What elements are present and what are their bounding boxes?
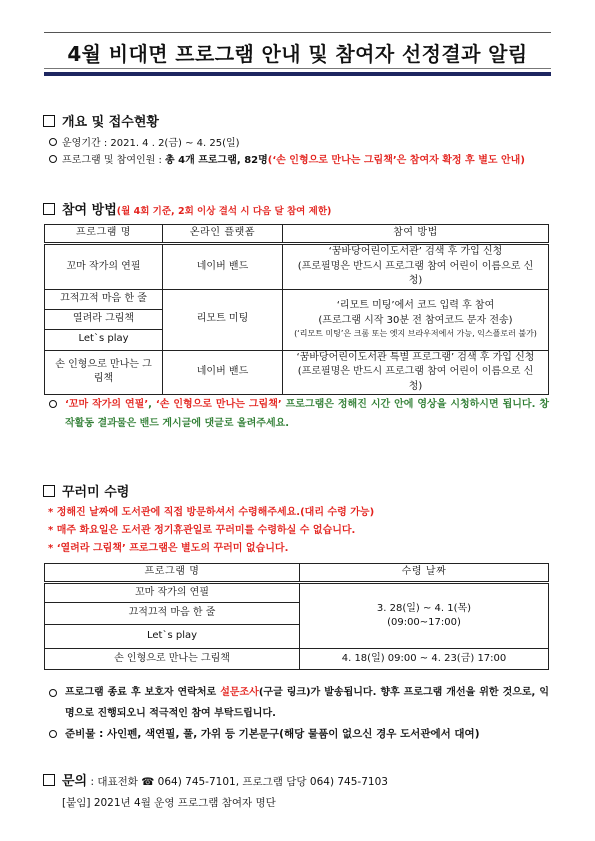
program-name-cell: Let`s play (45, 329, 163, 350)
notice-line: * 매주 화요일은 도서관 정기휴관일로 꾸러미를 수령하실 수 없습니다. (48, 525, 356, 536)
column-header-program: 프로그램 명 (45, 225, 163, 244)
participants-total: 총 4개 프로그램, 82명 (165, 155, 268, 166)
table-row (45, 649, 549, 670)
attachment-line: [붙임] 2021년 4월 운영 프로그램 참여자 명단 (62, 797, 276, 809)
survey-highlight: 설문조사 (220, 687, 259, 698)
platform-cell: 네이버 밴드 (163, 350, 283, 395)
method-cell (283, 350, 549, 395)
period-text: 운영기간 : 2021. 4 . 2(금) ~ 4. 25(일) (62, 138, 240, 149)
supplies-text: 준비물 : 사인펜, 색연필, 풀, 가위 등 기본문구(해당 물품이 없으신 경우 도서관에서 대여) (65, 728, 480, 740)
survey-text: (구글 링크)가 발송됩니다. 향후 프로그램 개선을 위한 것으로, 익명으로 진행되오니 적극적인 참여 부탁드립니다. (65, 687, 550, 719)
pickup-date-cell (300, 583, 549, 649)
survey-note (49, 682, 549, 724)
column-header-method: 참여 방법 (283, 225, 549, 244)
program-name-cell: Let`s play (45, 625, 300, 649)
pickup-time: (09:00~17:00) (387, 617, 461, 628)
platform-cell: 네이버 밴드 (163, 244, 283, 290)
circle-bullet-icon (49, 689, 57, 697)
method-line: ‘리모트 미팅’에서 코드 입력 후 참여 (336, 300, 495, 312)
note-program-highlight: ‘손 인형으로 만나는 그림책’ (155, 399, 282, 410)
checkbox-square-icon (43, 485, 55, 497)
participants-item (49, 154, 525, 168)
program-name-cell: 열려라 그림책 (45, 309, 163, 329)
survey-prefix: 프로그램 종료 후 보호자 연락처로 (65, 687, 221, 698)
pickup-date: 3. 28(일) ~ 4. 1(목) (376, 602, 472, 614)
table-row (45, 289, 549, 309)
method-subline: (프로필명은 반드시 프로그램 참여 어린이 이름으로 신청) (297, 260, 534, 286)
circle-bullet-icon (49, 730, 57, 738)
program-name-cell: 꼬마 작가의 연필 (45, 244, 163, 290)
circle-bullet-icon (49, 155, 57, 163)
supplies-note (49, 725, 549, 744)
video-note (49, 395, 549, 433)
note-text: 프로그램은 정해진 시간 안에 영상을 시청하시면 됩니다. 창작활동 결과물은 밴드 게시글에 댓글로 올려주세요. (65, 399, 549, 429)
method-subline: (프로필명은 반드시 프로그램 참여 어린이 이름으로 신청) (297, 366, 534, 392)
column-header-program: 프로그램 명 (45, 564, 300, 583)
program-name-cell: 끄적끄적 마음 한 줄 (45, 603, 300, 625)
note-separator: , (148, 399, 156, 410)
program-name-cell: 끄적끄적 마음 한 줄 (45, 289, 163, 309)
package-pickup-table (44, 563, 549, 670)
column-header-date: 수령 날짜 (300, 564, 549, 583)
method-line: ‘꿈바당어린이도서관 특별 프로그램’ 검색 후 가입 신청 (296, 351, 535, 363)
note-program-highlight: ‘꼬마 작가의 연필’ (65, 399, 149, 410)
contact-phone-text: : 대표전화 ☎ 064) 745-7101, 프로그램 담당 064) 745-7103 (87, 776, 388, 788)
participation-method-table (44, 224, 549, 395)
participants-note: (‘손 인형으로 만나는 그림책’은 참여자 확정 후 별도 안내) (267, 155, 525, 166)
participants-label: 프로그램 및 참여인원 : (62, 155, 166, 166)
checkbox-square-icon (43, 115, 55, 127)
program-name-cell: 꼬마 작가의 연필 (45, 583, 300, 603)
page-title: 4월 비대면 프로그램 안내 및 참여자 선정결과 알림 (67, 42, 528, 66)
section-heading-note: (월 4회 기준, 2회 이상 결석 시 다음 달 참여 제한) (116, 206, 332, 217)
section-participation-heading (43, 203, 331, 220)
section-title: 참여 방법 (62, 203, 117, 218)
section-overview-heading (43, 115, 159, 131)
checkbox-square-icon (43, 203, 55, 215)
table-header-row (45, 564, 549, 583)
section-title: 꾸러미 수령 (62, 485, 130, 500)
method-subline: (‘리모트 미팅’은 크롬 또는 엣지 브라우저에서 가능, 익스플로러 불가) (294, 329, 537, 339)
column-header-platform: 온라인 플랫폼 (163, 225, 283, 244)
period-item (49, 137, 240, 151)
program-name-cell: 손 인형으로 만나는 그림책 (45, 649, 300, 670)
method-cell (283, 244, 549, 290)
table-header-row (45, 225, 549, 244)
notice-line: * 정해진 날짜에 도서관에 직접 방문하셔서 수령해주세요.(대리 수령 가능) (48, 507, 375, 518)
table-row (45, 244, 549, 290)
checkbox-square-icon (43, 774, 55, 786)
contact-line (43, 772, 388, 790)
method-cell (283, 289, 549, 350)
platform-cell: 리모트 미팅 (163, 289, 283, 350)
table-row (45, 583, 549, 603)
section-package-heading (43, 485, 129, 501)
title-box (44, 32, 551, 76)
program-name-cell: 손 인형으로 만나는 그림책 (45, 350, 163, 395)
circle-bullet-icon (49, 400, 57, 408)
method-subline: (프로그램 시작 30분 전 참여코드 문자 전송) (318, 314, 513, 326)
table-row (45, 350, 549, 395)
circle-bullet-icon (49, 138, 57, 146)
contact-heading: 문의 (62, 774, 88, 789)
section-title: 개요 및 접수현황 (62, 115, 159, 130)
pickup-date-cell: 4. 18(일) 09:00 ~ 4. 23(금) 17:00 (300, 649, 549, 670)
notice-line: * ‘열려라 그림책’ 프로그램은 별도의 꾸러미 없습니다. (48, 543, 289, 554)
package-notices (48, 504, 374, 558)
method-line: ‘꿈바당어린이도서관’ 검색 후 가입 신청 (328, 246, 503, 257)
